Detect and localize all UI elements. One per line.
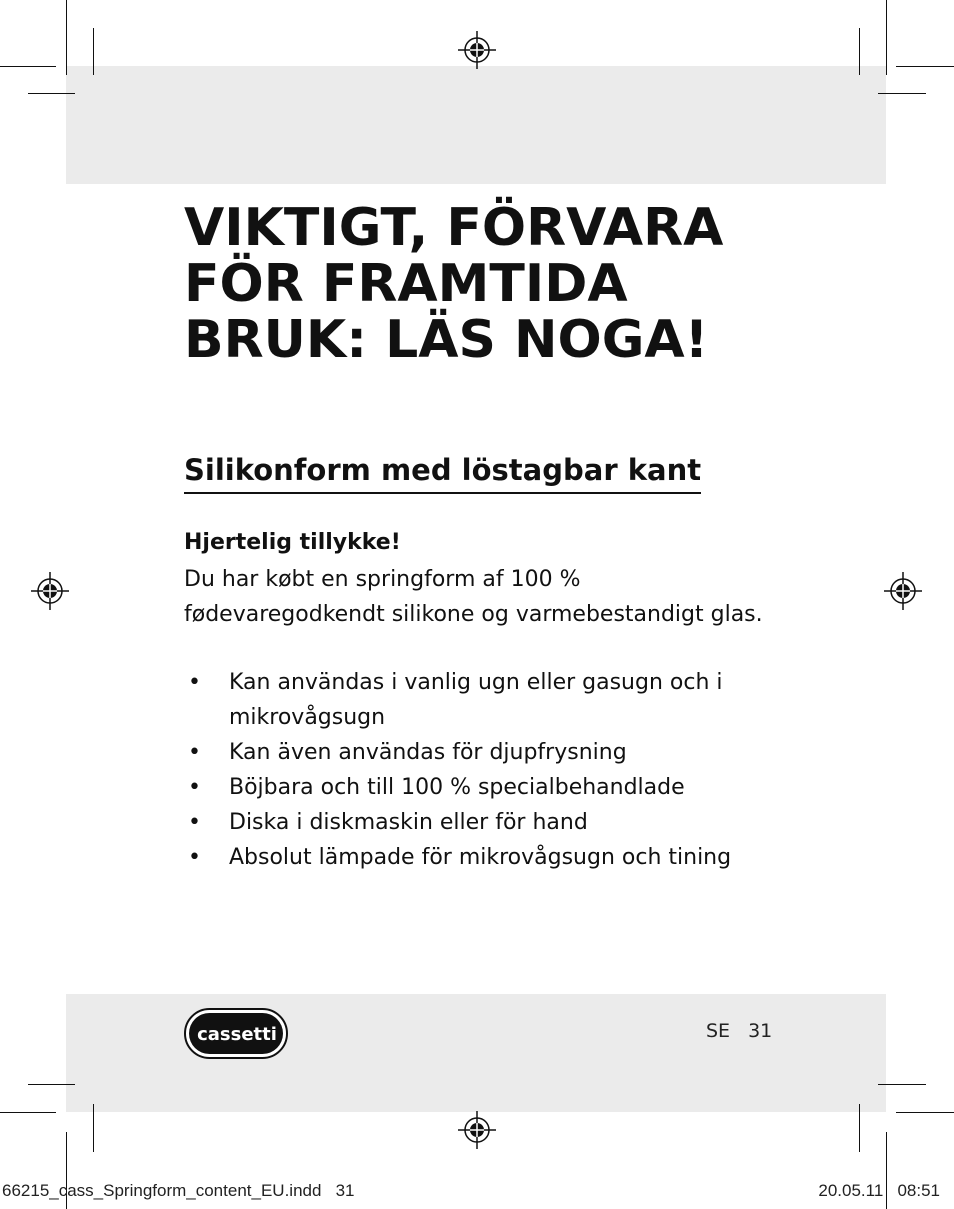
list-item (184, 840, 784, 875)
feature-text: Böjbara och till 100 % specialbehandlade (229, 775, 685, 800)
page-footer (706, 1018, 772, 1044)
feature-text: Kan användas i vanlig ugn eller gasugn och i mikrovågsugn (229, 670, 723, 730)
feature-text: Absolut lämpade för mikrovågsugn och tining (229, 845, 732, 870)
cassetti-logo (184, 1008, 288, 1059)
bullet-icon: • (188, 740, 201, 765)
registration-mark-icon (458, 1111, 496, 1149)
registration-mark-icon (458, 31, 496, 69)
product-title: Silikonform med löstagbar kant (184, 450, 701, 494)
registration-mark-icon (31, 572, 69, 610)
bullet-icon: • (188, 810, 201, 835)
feature-list (184, 665, 784, 875)
bullet-icon: • (188, 845, 201, 870)
page-title: VIKTIGT, FÖRVARA FÖR FRAMTIDA BRUK: LÄS NOGA! (184, 198, 724, 370)
bullet-icon: • (188, 670, 201, 695)
feature-text: Kan även användas för djupfrysning (229, 740, 627, 765)
greeting: Hjertelig tillykke! (184, 530, 401, 555)
page-number: 31 (748, 1020, 773, 1042)
list-item (184, 735, 784, 770)
bullet-icon: • (188, 775, 201, 800)
language-code: SE (706, 1020, 731, 1042)
list-item (184, 665, 784, 735)
header-band (66, 66, 886, 184)
list-item (184, 770, 784, 805)
print-slug-file: 66215_cass_Springform_content_EU.indd 31 (2, 1181, 355, 1200)
intro-text: Du har købt en springform af 100 % fødevaregodkendt silikone og varmebestandigt glas. (184, 567, 763, 627)
print-slug-timestamp: 20.05.11 08:51 (818, 1181, 940, 1200)
list-item (184, 805, 784, 840)
registration-mark-icon (884, 572, 922, 610)
feature-text: Diska i diskmaskin eller för hand (229, 810, 588, 835)
brand-name: cassetti (197, 1024, 277, 1045)
